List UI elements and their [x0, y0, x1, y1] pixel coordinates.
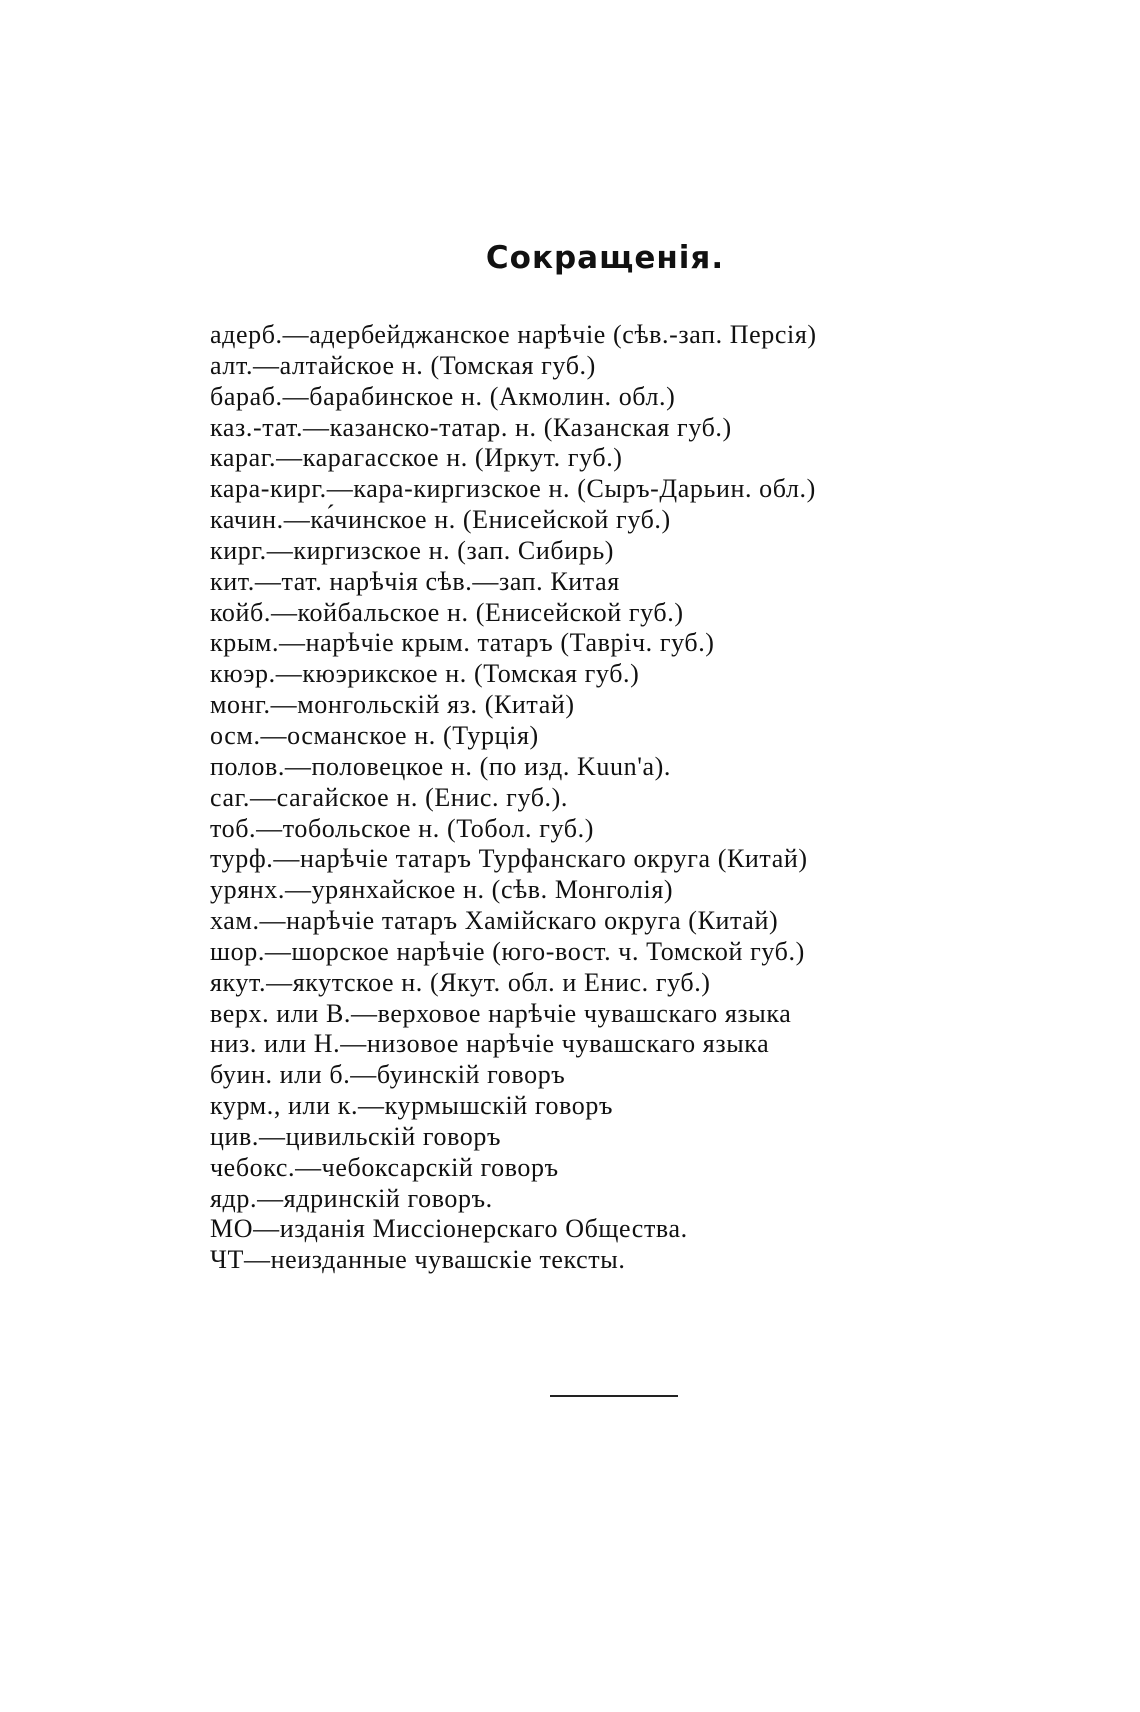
list-item: крым.—нарѣчіе крым. татаръ (Тавріч. губ.)	[210, 628, 715, 658]
list-item: монг.—монгольскій яз. (Китай)	[210, 690, 575, 720]
list-item: бараб.—барабинское н. (Акмолин. обл.)	[210, 381, 676, 411]
list-item: низ. или Н.—низовое нарѣчіе чувашскаго языка	[210, 1029, 770, 1059]
list-item: тоб.—тобольское н. (Тобол. губ.)	[210, 813, 594, 843]
list-item: каз.-тат.—казанско-татар. н. (Казанская губ.)	[210, 412, 732, 442]
list-item: ядр.—ядринскій говоръ.	[210, 1183, 493, 1213]
closing-rule	[550, 1395, 678, 1397]
abbreviation-list	[210, 320, 930, 1276]
list-item: саг.—сагайское н. (Енис. губ.).	[210, 782, 568, 812]
list-item: алт.—алтайское н. (Томская губ.)	[210, 350, 596, 380]
list-item: качин.—ка́чинское н. (Енисейской губ.)	[210, 505, 671, 535]
list-item: шор.—шорское нарѣчіе (юго-вост. ч. Томской губ.)	[210, 936, 805, 966]
list-item: цив.—цивильскій говоръ	[210, 1121, 502, 1151]
list-item: адерб.—адербейджанское нарѣчіе (сѣв.-зап. Персія)	[210, 320, 817, 349]
page-title: Сокращенія.	[485, 240, 725, 276]
list-item: курм., или к.—курмышскій говоръ	[210, 1091, 614, 1121]
list-item: кит.—тат. нарѣчія сѣв.—зап. Китая	[210, 566, 620, 596]
list-item: койб.—койбальское н. (Енисейской губ.)	[210, 597, 684, 627]
list-item: кюэр.—кюэрикское н. (Томская губ.)	[210, 659, 640, 689]
list-item: полов.—половецкое н. (по изд. Kuun'a).	[210, 751, 672, 781]
list-item: якут.—якутское н. (Якут. обл. и Енис. губ.)	[210, 967, 711, 997]
list-item: осм.—османское н. (Турція)	[210, 720, 539, 750]
list-item: хам.—нарѣчіе татаръ Хамійскаго округа (Китай)	[210, 906, 779, 936]
list-item: кирг.—киргизское н. (зап. Сибирь)	[210, 535, 615, 565]
list-item: верх. или В.—верховое нарѣчіе чувашскаго языка	[210, 998, 792, 1028]
list-item: караг.—карагасское н. (Иркут. губ.)	[210, 443, 623, 473]
list-item: МО—изданія Миссіонерскаго Общества.	[210, 1214, 688, 1244]
list-item: ЧТ—неизданные чувашскіе тексты.	[210, 1245, 626, 1275]
list-item: кара-кирг.—кара-киргизское н. (Сыръ-Дарьин. обл.)	[210, 474, 816, 504]
list-item: турф.—нарѣчіе татаръ Турфанскаго округа (Китай)	[210, 844, 808, 874]
list-item: урянх.—урянхайское н. (сѣв. Монголія)	[210, 875, 674, 905]
list-item: буин. или б.—буинскій говоръ	[210, 1060, 566, 1090]
list-item: чебокс.—чебоксарскій говоръ	[210, 1152, 559, 1182]
